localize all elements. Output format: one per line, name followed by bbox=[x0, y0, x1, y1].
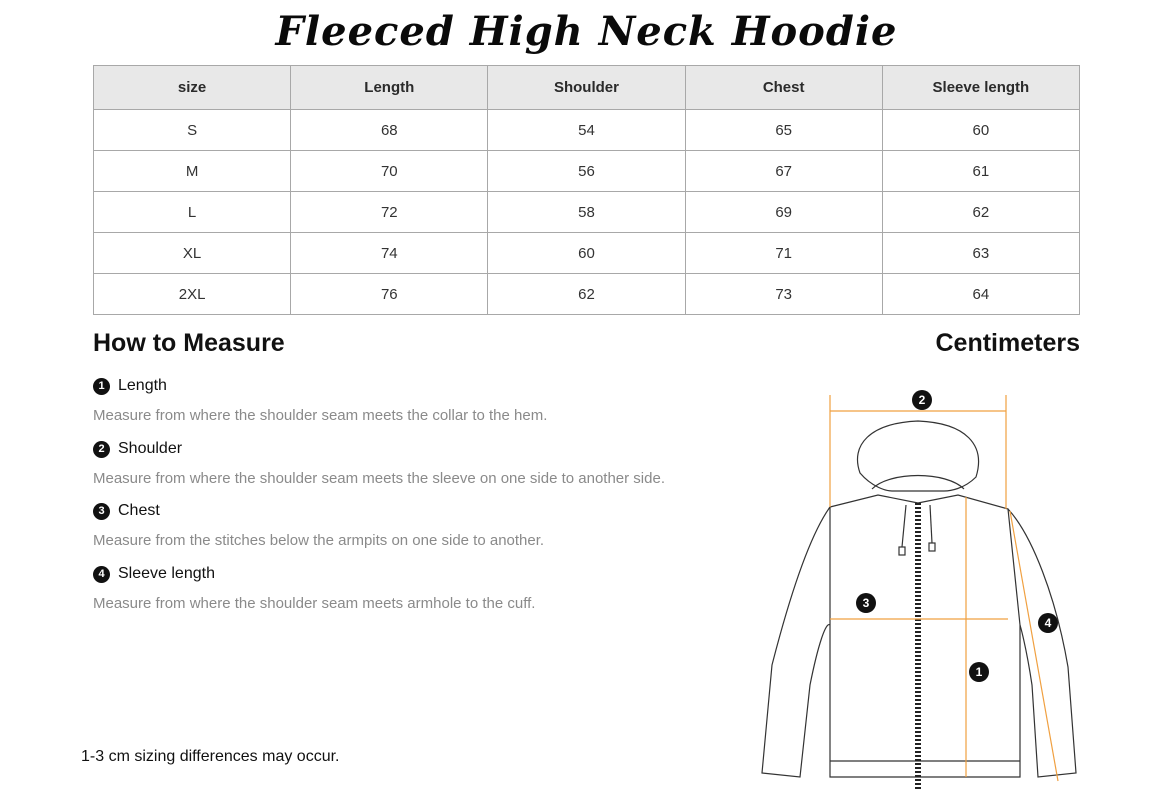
cell-chest: 65 bbox=[685, 110, 882, 151]
body-outline bbox=[830, 495, 1020, 777]
measure-label: Shoulder bbox=[118, 440, 183, 457]
measure-description: Measure from where the shoulder seam meets the collar to the hem. bbox=[93, 407, 548, 424]
cell-shoulder: 56 bbox=[488, 151, 685, 192]
measure-item-chest bbox=[93, 500, 544, 549]
how-to-measure-heading: How to Measure bbox=[93, 329, 285, 357]
measure-item-length bbox=[93, 375, 547, 424]
hoodie-diagram bbox=[750, 385, 1090, 795]
cell-length: 74 bbox=[291, 233, 488, 274]
cell-sleeve-length: 62 bbox=[882, 192, 1079, 233]
measure-label: Chest bbox=[118, 502, 160, 519]
measure-item-shoulder bbox=[93, 438, 665, 487]
header-shoulder: Shoulder bbox=[488, 66, 685, 110]
cell-shoulder: 60 bbox=[488, 233, 685, 274]
number-badge-icon: 1 bbox=[93, 378, 110, 395]
table-row bbox=[94, 151, 1080, 192]
cell-length: 76 bbox=[291, 274, 488, 315]
cell-sleeve-length: 60 bbox=[882, 110, 1079, 151]
hood-outline bbox=[857, 421, 978, 491]
measure-description: Measure from the stitches below the armpits on one side to another. bbox=[93, 532, 545, 549]
sizing-note: 1-3 cm sizing differences may occur. bbox=[81, 748, 340, 765]
number-badge-icon: 4 bbox=[93, 566, 110, 583]
table-row bbox=[94, 274, 1080, 315]
table-row bbox=[94, 192, 1080, 233]
shoulder-marker: 2 bbox=[918, 393, 926, 407]
cell-shoulder: 62 bbox=[488, 274, 685, 315]
cell-size: M bbox=[94, 151, 291, 192]
sleeve-length-marker: 4 bbox=[1044, 616, 1052, 630]
cell-sleeve-length: 61 bbox=[882, 151, 1079, 192]
cell-size: S bbox=[94, 110, 291, 151]
table-header-row bbox=[94, 66, 1080, 110]
cell-size: XL bbox=[94, 233, 291, 274]
cell-size: 2XL bbox=[94, 274, 291, 315]
header-length: Length bbox=[291, 66, 488, 110]
measure-description: Measure from where the shoulder seam meets armhole to the cuff. bbox=[93, 595, 536, 612]
page-title: Fleeced High Neck Hoodie bbox=[275, 8, 898, 55]
header-sleeve-length: Sleeve length bbox=[882, 66, 1079, 110]
units-label: Centimeters bbox=[935, 329, 1080, 357]
measure-description: Measure from where the shoulder seam meets the sleeve on one side to another side. bbox=[93, 470, 665, 487]
cell-shoulder: 58 bbox=[488, 192, 685, 233]
size-table bbox=[93, 65, 1080, 315]
number-badge-icon: 2 bbox=[93, 441, 110, 458]
left-sleeve-outline bbox=[762, 507, 830, 777]
hood-opening bbox=[872, 476, 964, 490]
right-sleeve-outline bbox=[1008, 509, 1076, 777]
cell-sleeve-length: 63 bbox=[882, 233, 1079, 274]
cell-sleeve-length: 64 bbox=[882, 274, 1079, 315]
header-size: size bbox=[94, 66, 291, 110]
cell-size: L bbox=[94, 192, 291, 233]
cell-chest: 71 bbox=[685, 233, 882, 274]
measure-item-sleeve-length bbox=[93, 563, 535, 612]
cell-shoulder: 54 bbox=[488, 110, 685, 151]
header-chest: Chest bbox=[685, 66, 882, 110]
cell-chest: 73 bbox=[685, 274, 882, 315]
number-badge-icon: 3 bbox=[93, 503, 110, 520]
measure-label: Length bbox=[118, 377, 167, 394]
table-row bbox=[94, 110, 1080, 151]
chest-marker: 3 bbox=[862, 596, 870, 610]
cell-length: 70 bbox=[291, 151, 488, 192]
cell-length: 72 bbox=[291, 192, 488, 233]
cell-chest: 67 bbox=[685, 151, 882, 192]
cell-chest: 69 bbox=[685, 192, 882, 233]
table-row bbox=[94, 233, 1080, 274]
measure-label: Sleeve length bbox=[118, 565, 215, 582]
length-marker: 1 bbox=[975, 665, 983, 679]
cell-length: 68 bbox=[291, 110, 488, 151]
